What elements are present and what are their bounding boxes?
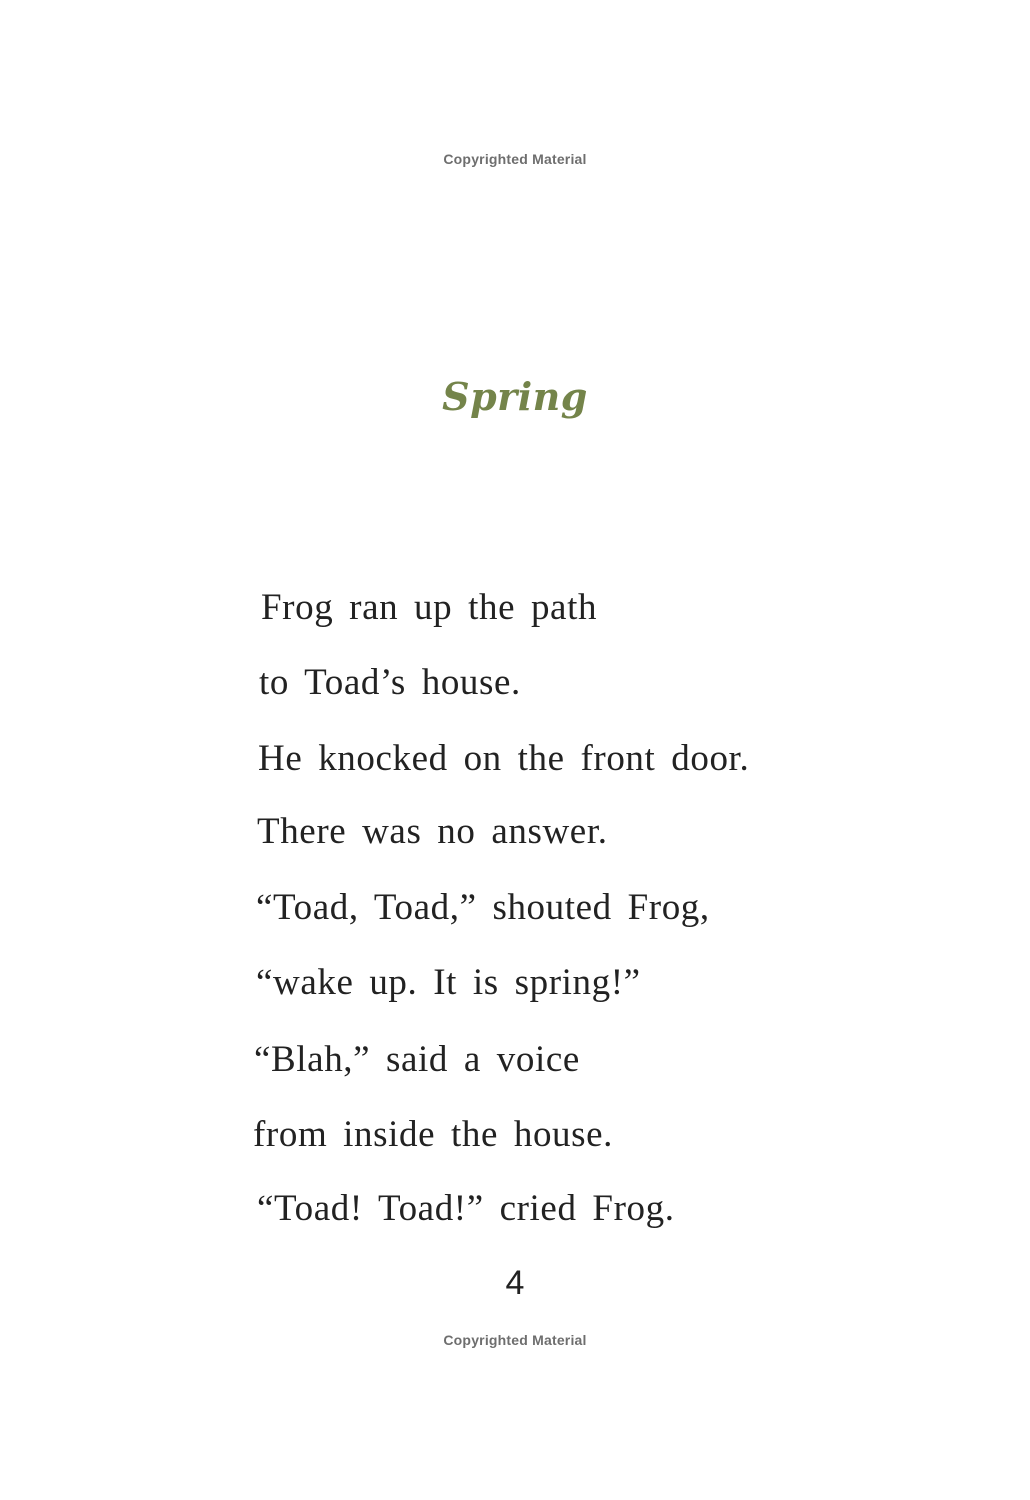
story-line: “Toad, Toad,” shouted Frog,: [256, 887, 710, 928]
story-line: There was no answer.: [257, 811, 608, 852]
story-line: from inside the house.: [253, 1114, 614, 1155]
story-line: He knocked on the front door.: [258, 738, 750, 779]
copyright-notice-bottom: Copyrighted Material: [443, 1332, 587, 1348]
chapter-title: Spring: [442, 374, 588, 419]
story-line: “Blah,” said a voice: [254, 1039, 580, 1080]
story-line: “Toad! Toad!” cried Frog.: [257, 1188, 675, 1229]
story-line: Frog ran up the path: [261, 587, 598, 628]
story-line: “wake up. It is spring!”: [256, 962, 641, 1003]
page-number: 4: [505, 1264, 525, 1302]
copyright-notice-top: Copyrighted Material: [443, 151, 587, 167]
story-line: to Toad’s house.: [259, 662, 521, 703]
